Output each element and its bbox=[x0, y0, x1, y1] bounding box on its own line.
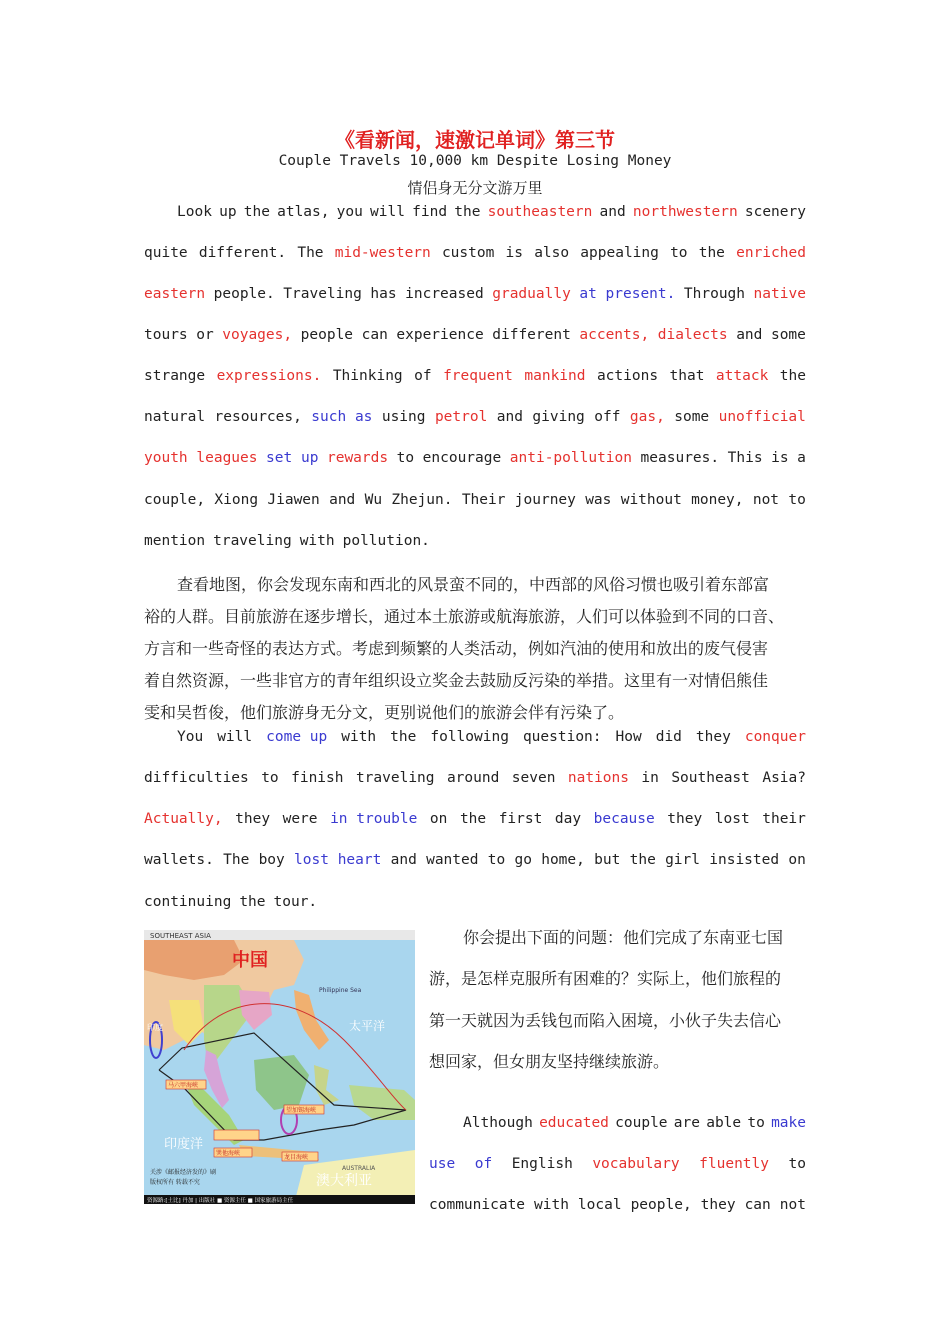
p1-line-7 bbox=[144, 446, 806, 470]
word: wallets. bbox=[144, 852, 214, 868]
word: natural bbox=[144, 409, 206, 425]
word: that bbox=[669, 368, 705, 384]
word: This bbox=[727, 450, 763, 466]
word: Southeast bbox=[671, 770, 750, 786]
vocab-word: northwestern bbox=[632, 204, 738, 220]
vocab-word: petrol bbox=[434, 409, 488, 425]
word: will bbox=[370, 204, 405, 220]
vocab-phrase: come up bbox=[266, 729, 328, 745]
word: local bbox=[577, 1197, 622, 1213]
word: English bbox=[511, 1156, 573, 1172]
word: with bbox=[341, 729, 377, 745]
word: encourage bbox=[422, 450, 502, 466]
p1-zh-line-1: 查看地图，你会发现东南和西北的风景蛮不同的，中西部的风俗习惯也吸引着东部富 bbox=[177, 575, 770, 594]
word: will bbox=[217, 729, 253, 745]
word: couple, bbox=[144, 492, 206, 508]
vocab-word: expressions. bbox=[216, 368, 322, 384]
word: their bbox=[762, 811, 806, 827]
word: pollution. bbox=[342, 533, 430, 549]
word: to bbox=[788, 1156, 806, 1172]
word: Asia? bbox=[762, 770, 806, 786]
word: resources, bbox=[214, 409, 302, 425]
word: home, bbox=[541, 852, 585, 868]
word: can bbox=[361, 327, 388, 343]
p3-line-1 bbox=[463, 1111, 806, 1135]
map-label-malacca: 马六甲海峡 bbox=[168, 1082, 199, 1089]
word: on bbox=[429, 811, 448, 827]
subtitle-chinese: 情侣身无分文游万里 bbox=[407, 179, 543, 197]
vocab-phrase: in trouble bbox=[330, 811, 418, 827]
word: or bbox=[196, 327, 214, 343]
word: actions bbox=[596, 368, 659, 384]
p3-line-3 bbox=[429, 1193, 806, 1217]
p1-line-1 bbox=[177, 200, 806, 224]
word: some bbox=[770, 327, 806, 343]
word: The bbox=[223, 852, 250, 868]
word: not bbox=[779, 1197, 806, 1213]
word: a bbox=[797, 450, 806, 466]
word: experience bbox=[396, 327, 484, 343]
word: people. bbox=[213, 286, 275, 302]
word: The bbox=[297, 245, 324, 261]
word: quite bbox=[144, 245, 188, 261]
vocab-word: voyages, bbox=[222, 327, 293, 343]
word: journey bbox=[514, 492, 576, 508]
word: with bbox=[299, 533, 335, 549]
vocab-phrase: lost heart bbox=[294, 852, 382, 868]
p1-zh-line-4: 着自然资源，一些非官方的青年组织设立奖金去鼓励反污染的举措。这里有一对情侣熊佳 bbox=[144, 671, 769, 690]
word: the bbox=[243, 204, 270, 220]
vocab-word: frequent bbox=[443, 368, 513, 384]
word: and bbox=[496, 409, 523, 425]
word: You bbox=[177, 729, 204, 745]
word: traveling bbox=[355, 770, 435, 786]
word: tours bbox=[144, 327, 188, 343]
vocab-phrase: such as bbox=[311, 409, 373, 425]
word: on bbox=[788, 852, 806, 868]
word: lost bbox=[714, 811, 750, 827]
word: is bbox=[771, 450, 789, 466]
vocab-word: conquer bbox=[744, 729, 806, 745]
vocab-word: mankind bbox=[524, 368, 586, 384]
word: able bbox=[706, 1115, 742, 1131]
word: girl bbox=[665, 852, 700, 868]
word: you bbox=[336, 204, 363, 220]
word: around bbox=[446, 770, 500, 786]
word: boy bbox=[258, 852, 285, 868]
page-title: 《看新闻，速激记单词》第三节 bbox=[335, 128, 615, 152]
vocab-word: dialects bbox=[657, 327, 728, 343]
word: to bbox=[396, 450, 415, 466]
southeast-asia-route-map bbox=[144, 930, 415, 1204]
word: the bbox=[239, 894, 266, 910]
word: scenery bbox=[744, 204, 806, 220]
word: question: bbox=[522, 729, 602, 745]
p3-line-2 bbox=[429, 1152, 806, 1176]
word: the bbox=[459, 811, 487, 827]
word: and bbox=[390, 852, 417, 868]
word: without bbox=[620, 492, 682, 508]
word: insisted bbox=[709, 852, 780, 868]
vocab-word: southeastern bbox=[487, 204, 593, 220]
word: different. bbox=[198, 245, 287, 261]
word: traveling bbox=[213, 533, 292, 549]
vocab-word: educated bbox=[539, 1115, 609, 1131]
word: the bbox=[629, 852, 656, 868]
word: but bbox=[594, 852, 621, 868]
word: with bbox=[534, 1197, 569, 1213]
p2-zh-line-1: 你会提出下面的问题：他们完成了东南亚七国 bbox=[463, 928, 784, 947]
word: is bbox=[505, 245, 523, 261]
word: were bbox=[282, 811, 318, 827]
map-label-indian-ocean: 印度洋 bbox=[164, 1137, 204, 1152]
word: strange bbox=[144, 368, 206, 384]
word: they bbox=[695, 729, 731, 745]
p1-zh-line-2: 裕的人群。目前旅游在逐步增长，通过本土旅游或航海旅游，人们可以体验到不同的口音、 bbox=[144, 607, 785, 626]
map-label-india: 印度 bbox=[147, 1023, 163, 1032]
word: also bbox=[534, 245, 570, 261]
map-label-makassar: 望加锡海峡 bbox=[286, 1107, 317, 1114]
map-header: SOUTHEAST ASIA bbox=[150, 932, 211, 940]
word: the bbox=[698, 245, 725, 261]
word: has bbox=[370, 286, 397, 302]
word: couple bbox=[615, 1115, 668, 1131]
vocab-word: attack bbox=[715, 368, 769, 384]
map-note-1: 关涉《邮报经济发的》刷 bbox=[150, 1169, 217, 1176]
vocab-word: accents, bbox=[579, 327, 650, 343]
word: giving bbox=[532, 409, 585, 425]
vocab-word: fluently bbox=[699, 1156, 769, 1172]
word: measures. bbox=[640, 450, 720, 466]
word: Jiawen bbox=[267, 492, 320, 508]
vocab-phrase: make bbox=[771, 1115, 806, 1131]
p2-zh-line-3: 第一天就因为丢钱包而陷入困境，小伙子失去信心 bbox=[429, 1011, 782, 1030]
word: Through bbox=[683, 286, 746, 302]
word: atlas, bbox=[277, 204, 330, 220]
word: did bbox=[655, 729, 682, 745]
word: the bbox=[390, 729, 417, 745]
vocab-word: gradually bbox=[492, 286, 571, 302]
word: to bbox=[670, 245, 688, 261]
map-label-china: 中国 bbox=[232, 950, 268, 971]
p1-line-8 bbox=[144, 488, 806, 512]
word: How bbox=[615, 729, 642, 745]
word: communicate bbox=[429, 1197, 526, 1213]
vocab-word: gas, bbox=[629, 409, 665, 425]
word: up bbox=[219, 204, 237, 220]
p1-zh-line-3: 方言和一些奇怪的表达方式。考虑到频繁的人类活动，例如汽油的使用和放出的废气侵害 bbox=[144, 639, 769, 658]
vocab-word: rewards bbox=[326, 450, 389, 466]
word: to bbox=[261, 770, 279, 786]
vocab-word: anti-pollution bbox=[509, 450, 632, 466]
word: go bbox=[514, 852, 532, 868]
word: using bbox=[381, 409, 426, 425]
word: tour. bbox=[273, 894, 318, 910]
word: they bbox=[700, 1197, 736, 1213]
p2-line-3 bbox=[144, 807, 806, 831]
map-label-australia-en: AUSTRALIA bbox=[342, 1165, 376, 1172]
word: was bbox=[585, 492, 612, 508]
word: are bbox=[673, 1115, 700, 1131]
word: Although bbox=[463, 1115, 533, 1131]
vocab-phrase: youth leagues bbox=[144, 450, 258, 466]
p2-zh-line-4: 想回家，但女朋友坚持继续旅游。 bbox=[429, 1052, 670, 1071]
word: finish bbox=[291, 770, 344, 786]
map-label-sunda: 巽他海峡 bbox=[216, 1150, 241, 1157]
word: not bbox=[752, 492, 780, 508]
map-label-pacific: 太平洋 bbox=[349, 1019, 386, 1033]
map-footer: 资源路:[土比] 丹加 | 出版社 ■ 资源主任 ■ 国家旅游局主任 bbox=[147, 1198, 294, 1204]
p1-line-9 bbox=[144, 529, 806, 553]
word: the bbox=[779, 368, 806, 384]
p2-line-4 bbox=[144, 848, 806, 872]
vocab-phrase: at present. bbox=[579, 286, 676, 302]
word: Their bbox=[461, 492, 506, 508]
word: wanted bbox=[426, 852, 479, 868]
vocab-phrase: of bbox=[474, 1156, 493, 1172]
p1-line-4 bbox=[144, 323, 806, 347]
p1-line-6 bbox=[144, 405, 806, 429]
vocab-word: nations bbox=[567, 770, 629, 786]
word: in bbox=[641, 770, 659, 786]
word: Traveling bbox=[283, 286, 362, 302]
p2-zh-line-2: 游，是怎样克服所有困难的？实际上，他们旅程的 bbox=[429, 969, 782, 988]
subtitle-english: Couple Travels 10,000 km Despite Losing Money bbox=[278, 153, 672, 169]
vocab-word: vocabulary bbox=[592, 1156, 680, 1172]
word: appealing bbox=[580, 245, 659, 261]
word: of bbox=[414, 368, 432, 384]
p2-line-1 bbox=[177, 725, 806, 749]
word: people, bbox=[630, 1197, 692, 1213]
p1-line-5 bbox=[144, 364, 806, 388]
word: mention bbox=[144, 533, 206, 549]
vocab-word: unofficial bbox=[718, 409, 806, 425]
word: Look bbox=[177, 204, 212, 220]
map-label-australia-zh: 澳大利亚 bbox=[316, 1173, 372, 1189]
p1-line-3 bbox=[144, 282, 806, 306]
p1-zh-line-5: 雯和吴哲俊，他们旅游身无分文，更别说他们的旅游会伴有污染了。 bbox=[144, 703, 625, 722]
vocab-phrase: use bbox=[429, 1156, 456, 1172]
word: Wu bbox=[364, 492, 383, 508]
word: different bbox=[492, 327, 571, 343]
word: people bbox=[300, 327, 354, 343]
word: custom bbox=[441, 245, 495, 261]
vocab-word: eastern bbox=[144, 286, 206, 302]
word: and bbox=[329, 492, 356, 508]
word: find bbox=[412, 204, 448, 220]
word: continuing bbox=[144, 894, 232, 910]
word: the bbox=[454, 204, 481, 220]
map-label-lombok: 龙目海峡 bbox=[284, 1154, 309, 1161]
vocab-word: enriched bbox=[736, 245, 806, 261]
vocab-word: mid-western bbox=[334, 245, 431, 261]
map-label-philippine-sea: Philippine Sea bbox=[319, 987, 362, 994]
word: Xiong bbox=[214, 492, 259, 508]
p2-line-5 bbox=[144, 890, 806, 914]
word: can bbox=[744, 1197, 771, 1213]
p2-line-2 bbox=[144, 766, 806, 790]
word: and bbox=[599, 204, 626, 220]
word: increased bbox=[405, 286, 484, 302]
vocab-phrase: set up bbox=[266, 450, 319, 466]
vocab-word: native bbox=[753, 286, 806, 302]
map-note-2: 版权所有 转载不究 bbox=[150, 1179, 200, 1186]
word: following bbox=[430, 729, 509, 745]
word: to bbox=[487, 852, 506, 868]
word: first bbox=[498, 811, 543, 827]
word: seven bbox=[511, 770, 556, 786]
vocab-word: Actually, bbox=[144, 811, 223, 827]
word: money, bbox=[691, 492, 744, 508]
vocab-word: because bbox=[593, 811, 655, 827]
word: they bbox=[667, 811, 703, 827]
word: Thinking bbox=[332, 368, 403, 384]
word: off bbox=[594, 409, 621, 425]
word: some bbox=[674, 409, 710, 425]
word: they bbox=[235, 811, 271, 827]
p1-line-2 bbox=[144, 241, 806, 265]
word: day bbox=[554, 811, 582, 827]
word: to bbox=[747, 1115, 765, 1131]
word: and bbox=[736, 327, 763, 343]
word: to bbox=[788, 492, 806, 508]
word: difficulties bbox=[144, 770, 249, 786]
word: Zhejun. bbox=[391, 492, 453, 508]
